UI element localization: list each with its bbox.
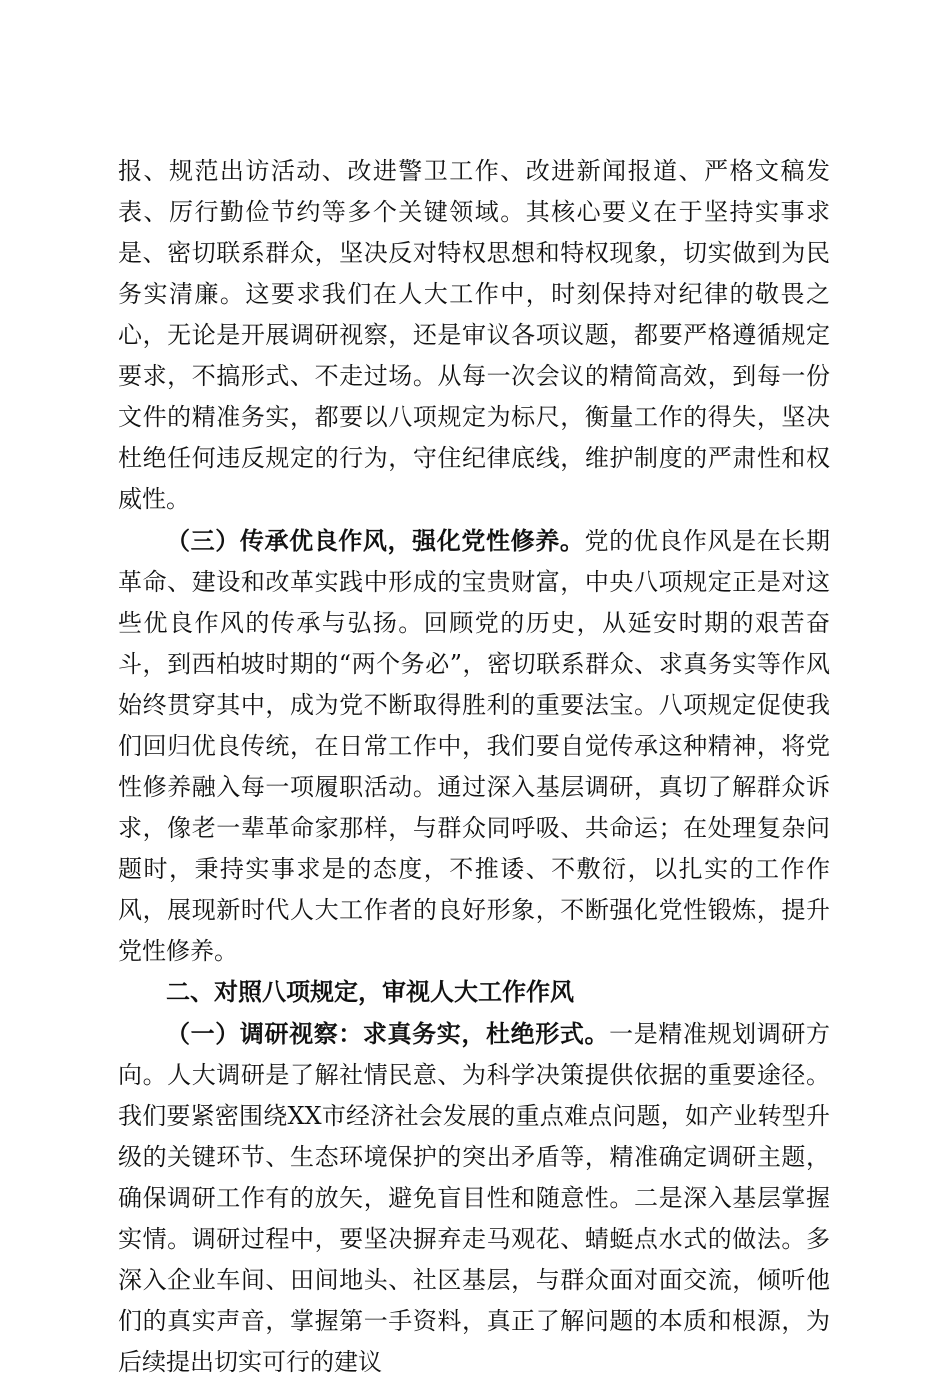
section-heading-2: 二、对照八项规定，审视人大工作作风 — [166, 978, 574, 1006]
subsection-1-lead: （一）调研视察：求真务实，杜绝形式。 — [166, 1019, 610, 1048]
section-3-body: 党的优良作风是在长期革命、建设和改革实践中形成的宝贵财富，中央八项规定正是对这些优良作风的传承与弘扬。回顾党的历史，从延安时期的艰苦奋斗，到西柏坡时期的“两个务必”，密切联系群众、求真务实等作风始终贯穿其中，成为党不断取得胜利的重要法宝。八项规定促使我们回归优良传统，在日常工作中，我们要自觉传承这种精神，将党性修养融入每一项履职活动。通过深入基层调研，真切了解群众诉求，像老一辈革命家那样，与群众同呼吸、共命运；在处理复杂问题时，秉持实事求是的态度，不推诿、不敷衍，以扎实的工作作风，展现新时代人大工作者的良好形象，不断强化党性锻炼，提升党性修养。 — [118, 527, 831, 965]
paragraph-continued: 报、规范出访活动、改进警卫工作、改进新闻报道、严格文稿发表、厉行勤俭节约等多个关键领域。其核心要义在于坚持实事求是、密切联系群众，坚决反对特权思想和特权现象，切实做到为民务实清廉。这要求我们在人大工作中，时刻保持对纪律的敬畏之心，无论是开展调研视察，还是审议各项议题，都要严格遵循规定要求，不搞形式、不走过场。从每一次会议的精简高效，到每一份文件的精准务实，都要以八项规定为标尺，衡量工作的得失，坚决杜绝任何违反规定的行为，守住纪律底线，维护制度的严肃性和权威性。 — [118, 157, 830, 513]
section-3-lead: （三）传承优良作风，强化党性修养。 — [166, 526, 585, 555]
document-body — [118, 151, 830, 1383]
subsection-1-body: 一是精准规划调研方向。人大调研是了解社情民意、为科学决策提供依据的重要途径。我们要紧密围绕XX市经济社会发展的重点难点问题，如产业转型升级的关键环节、生态环境保护的突出矛盾等，精准确定调研主题，确保调研工作有的放矢，避免盲目性和随意性。二是深入基层掌握实情。调研过程中，要坚决摒弃走马观花、蜻蜓点水式的做法。多深入企业车间、田间地头、社区基层，与群众面对面交流，倾听他们的真实声音，掌握第一手资料，真正了解问题的本质和根源，为后续提出切实可行的建议 — [118, 1020, 831, 1376]
subsection-1-paragraph — [118, 1013, 830, 1383]
section-3-paragraph — [118, 520, 830, 972]
